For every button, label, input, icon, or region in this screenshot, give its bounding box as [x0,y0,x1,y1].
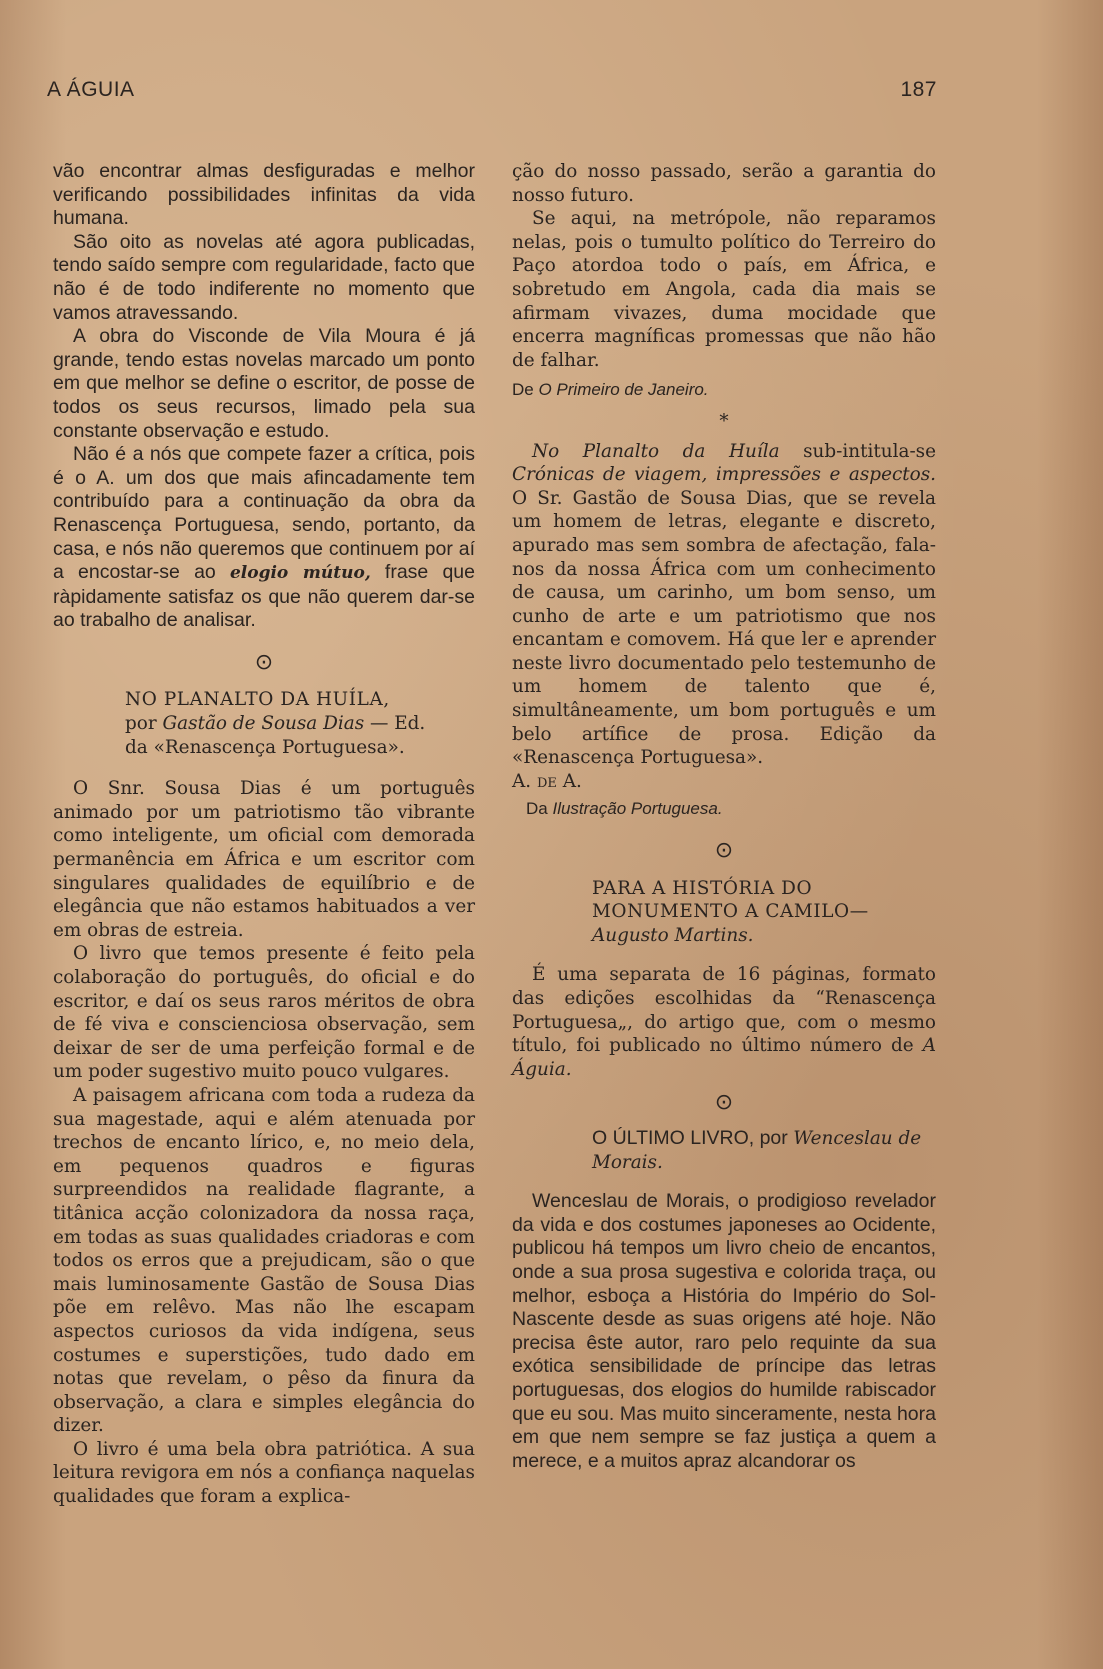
paragraph [512,440,936,770]
paragraph: O livro é uma bela obra patriótica. A sua leitura revigora em nós a confiança naquelas qualidades que foram a explica- [53,1438,475,1508]
text-run: O Sr. Gastão de Sousa Dias, que se revela um homem de letras, elegante e discreto, apurado mas sem sombra de afectação, fala-nos da nossa África com um conhecimento de causa, um carinho, um bom senso, um cunho de arte e um patriotismo que nos encantam e comovem. Há que ler e aprender neste livro documentado pelo testemunho de um homem de talento que é, simultâneamente, um bom português e um belo artífice de prosa. Edição da «Renascença Portuguesa». [512,487,936,769]
paragraph: São oito as novelas até agora publicadas, tendo saído sempre com regularidade, facto que não é de todo indiferente no momento que vamos atravessando. [53,230,475,324]
section-ornament: ⊙ [714,1090,734,1116]
paragraph: A obra do Visconde de Vila Moura é já grande, tendo estas novelas marcado um ponto em que melhor se define o escritor, de posse de todos os seus recursos, limado pela sua constante observação e estudo. [53,325,475,442]
heading-title: O ÚLTIMO LIVRO, por [592,1126,794,1149]
section-ornament: ⊙ [714,838,734,864]
source-prefix: Da [526,799,553,819]
heading-byline [125,712,475,736]
left-column [53,160,475,1509]
asterisk-separator: * [719,410,729,432]
heading-author: Wenceslau de Morais. [592,1127,922,1173]
heading-title: PARA A HISTÓRIA DO MONUMENTO A CAMILO [592,877,850,923]
source-credit [512,378,936,402]
running-title: A ÁGUIA [47,78,135,101]
right-column [512,160,936,1473]
review-heading [512,1127,936,1174]
review-heading [512,877,936,948]
heading-publisher: da «Renascença Portuguesa». [125,736,405,758]
review-heading [53,688,475,759]
italic-title: No Planalto da Huíla [532,440,780,462]
heading-title: NO PLANALTO DA HUÍLA, [125,689,390,711]
text-run: É uma separata de 16 páginas, formato das edições escolhidas da “Renascença Portuguesa„, do artigo que, com o mesmo título, foi publicado no último número de [512,964,936,1057]
paragraph: ção do nosso passado, serão a garantia do nosso futuro. [512,161,936,206]
heading-dash: — [849,901,869,923]
italic-title: A Águia. [512,1035,936,1080]
paragraph [53,443,475,633]
heading-author: Augusto Martins. [592,924,754,946]
text-run: frase que ràpidamente satisfaz os que não querem dar-se ao trabalho de analisar. [53,561,475,632]
source-prefix: De [512,380,539,400]
section-ornament: ⊙ [254,649,274,675]
signature: A. de A. [512,770,582,792]
heading-ed: — Ed. [364,713,426,735]
source-credit [512,797,936,821]
source-title: O Primeiro de Janeiro. [538,380,709,400]
page-header [47,78,937,108]
paragraph: O Snr. Sousa Dias é um português animado por um patriotismo tão vibrante como inteligente, um oficial com demorada permanência em África e um escritor com singulares qualidades de equilíbrio e de elegância que não estamos habituados a ver em obras de estreia. [53,778,475,941]
italic-subtitle: Crónicas de viagem, impressões e aspectos. [512,464,936,486]
heading-author: Gastão de Sousa Dias [162,713,365,735]
paragraph: Se aqui, na metrópole, não reparamos nelas, pois o tumulto político do Terreiro do Paço atordoa todo o país, em África, e sobretudo em Angola, cada dia mais se afirmam vivazes, duma mocidade que encerra magníficas promessas que não hão de falhar. [512,208,936,371]
page-number: 187 [900,78,937,101]
paragraph [512,963,936,1081]
text-run: sub-intitula-se [779,440,937,462]
heading-by: por [125,713,163,735]
paragraph: Wenceslau de Morais, o prodigioso revelador da vida e dos costumes japoneses ao Ocidente, publicou há tempos um livro cheio de encantos, onde a sua prosa sugestiva e colorida traça, ou melhor, esboça a História do Império do Sol-Nascente desde as suas origens até hoje. Não precisa êste autor, raro pelo requinte da sua exótica sensibilidade de príncipe das letras portuguesas, dos elogios do humilde rabiscador que eu sou. Mas muito sinceramente, nesta hora em que nem sempre se faz justiça a quem a merece, e a muitos apraz alcandorar os [512,1190,936,1472]
paragraph: O livro que temos presente é feito pela colaboração do português, do oficial e do escritor, e daí os seus raros méritos de obra de fé viva e conscienciosa observação, sem deixar de ser de uma perfeição formal e de um poder sugestivo muito pouco vulgares. [53,943,475,1083]
source-title: Ilustração Portuguesa. [552,799,723,819]
paragraph: A paisagem africana com toda a rudeza da sua magestade, aqui e além atenuada por trechos de encanto lírico, e, no meio dela, em pequenos quadros e figuras surpreendidos na realidade flagrante, a titânica acção colonizadora da nossa raça, em todas as suas qualidades criadoras e com todos os erros que a prejudicam, são o que mais luminosamente Gastão de Sousa Dias põe em relêvo. Mas não lhe escapam aspectos curiosos da vida indígena, seus costumes e superstições, tudo dado em notas que revelam, o pêso da finura da observação, a clara e simples elegância do dizer. [53,1084,475,1437]
paragraph: vão encontrar almas desfiguradas e melhor verificando possibilidades infinitas da vida humana. [53,160,475,230]
italic-phrase: elogio mútuo, [229,563,371,584]
text-run: Não é a nós que compete fazer a crítica, pois é o A. um dos que mais afincadamente tem contribuído para a continuação da obra da Renascença Portuguesa, sendo, portanto, da casa, e nós não queremos que continuem por aí a encostar-se ao [53,443,475,584]
